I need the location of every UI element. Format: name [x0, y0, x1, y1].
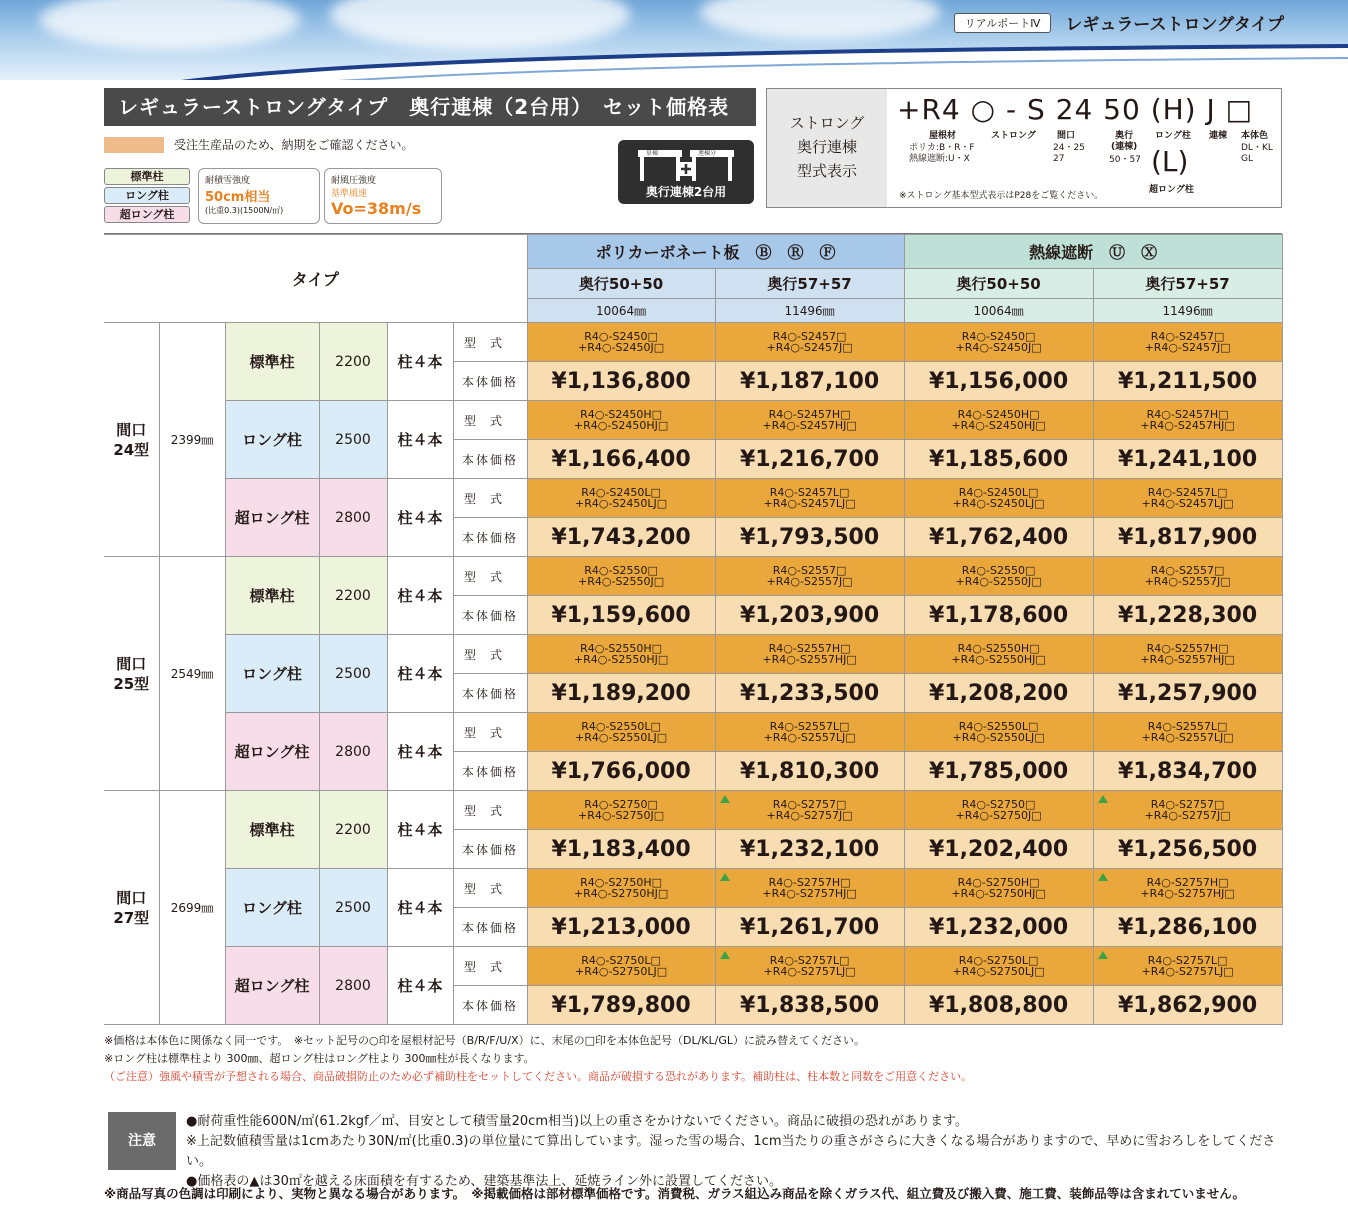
header-title-group	[954, 10, 1284, 35]
price-cell: ¥1,256,500	[1093, 830, 1282, 869]
order-note-text: 受注生産品のため、納期をご確認ください。	[174, 138, 414, 152]
model-code: +R4 ○ - S 24 50 (H) J □	[897, 93, 1254, 126]
note-line-warning: （ご注意）強風や積雪が予想される場合、商品破損防止のため必ず補助柱をセットしてください。商品が破損する恐れがあります。補助柱は、柱本数と同数をご用意ください。	[104, 1070, 973, 1083]
model-code-text: R4○-S2550L□ +R4○-S2550LJ□	[952, 720, 1045, 744]
model-code-text: R4○-S2550□ +R4○-S2550J□	[578, 564, 665, 588]
depth-col: 奥行57+57	[1093, 269, 1282, 299]
model-cell	[715, 323, 904, 362]
model-code-text: R4○-S2450□ +R4○-S2450J□	[578, 330, 665, 354]
model-label-cell: 型式	[453, 791, 527, 830]
model-cell	[527, 557, 715, 596]
model-code-text: R4○-S2550H□ +R4○-S2550HJ□	[573, 642, 669, 666]
model-code-text: R4○-S2750□ +R4○-S2750J□	[955, 798, 1042, 822]
post-count-cell: 柱４本	[387, 713, 453, 791]
model-cell	[1093, 635, 1282, 674]
price-cell: ¥1,762,400	[904, 518, 1093, 557]
triangle-marker-icon	[1098, 795, 1108, 803]
price-cell: ¥1,202,400	[904, 830, 1093, 869]
model-code-text: R4○-S2550L□ +R4○-S2550LJ□	[574, 720, 668, 744]
heat-header: 熱線遮断 Ⓤ Ⓧ	[904, 235, 1282, 269]
model-code-text: R4○-S2757L□ +R4○-S2757LJ□	[1141, 954, 1234, 978]
snow-value: 50cm相当	[205, 190, 271, 205]
model-cell	[715, 869, 904, 908]
model-cell	[1093, 479, 1282, 518]
table-title: レギュラーストロングタイプ 奥行連棟（2台用） セット価格表	[104, 88, 756, 126]
price-label-cell: 本体価格	[453, 674, 527, 713]
post-height-cell: 2800	[319, 713, 387, 791]
model-cell	[715, 479, 904, 518]
model-label-cell: 型式	[453, 947, 527, 986]
model-code-text: R4○-S2450L□ +R4○-S2450LJ□	[952, 486, 1045, 510]
post-count-cell: 柱４本	[387, 401, 453, 479]
post-type-cell: 標準柱	[225, 323, 319, 401]
model-cell	[1093, 713, 1282, 752]
set-badge	[618, 140, 754, 204]
price-cell: ¥1,789,800	[527, 986, 715, 1025]
caution-box	[108, 1112, 1282, 1189]
model-cell	[904, 635, 1093, 674]
price-cell: ¥1,178,600	[904, 596, 1093, 635]
depth-col: 奥行57+57	[715, 269, 904, 299]
post-height-cell: 2500	[319, 869, 387, 947]
model-code-text: R4○-S2450□ +R4○-S2450J□	[955, 330, 1042, 354]
triangle-marker-icon	[720, 951, 730, 959]
post-count-cell: 柱４本	[387, 791, 453, 869]
price-cell: ¥1,211,500	[1093, 362, 1282, 401]
price-cell: ¥1,808,800	[904, 986, 1093, 1025]
post-count-cell: 柱４本	[387, 869, 453, 947]
model-label-cell: 型式	[453, 713, 527, 752]
set-badge-left: 単棟	[646, 150, 659, 157]
model-code-text: R4○-S2757H□ +R4○-S2757HJ□	[1140, 876, 1235, 900]
price-cell: ¥1,213,000	[527, 908, 715, 947]
heading-line: 奥行連棟	[796, 138, 857, 156]
post-type-cell: ロング柱	[225, 869, 319, 947]
model-code-text: R4○-S2557H□ +R4○-S2557HJ□	[762, 642, 857, 666]
snow-sub: (比重0.3)(1500N/㎡)	[205, 206, 284, 215]
model-cell	[715, 401, 904, 440]
post-type-cell: 標準柱	[225, 557, 319, 635]
price-cell: ¥1,810,300	[715, 752, 904, 791]
model-code-text: R4○-S2750□ +R4○-S2750J□	[578, 798, 665, 822]
set-badge-label: 奥行連棟2台用	[645, 185, 727, 199]
model-cell	[904, 791, 1093, 830]
triangle-marker-icon	[720, 873, 730, 881]
price-cell: ¥1,183,400	[527, 830, 715, 869]
model-code-text: R4○-S2757L□ +R4○-S2757LJ□	[763, 954, 856, 978]
heading-line: ストロング	[789, 114, 865, 132]
model-cell	[715, 557, 904, 596]
price-table-body	[104, 323, 1282, 1025]
post-type-cell: 超ロング柱	[225, 713, 319, 791]
caution-line: ●耐荷重性能600N/㎡(61.2kgf／㎡、目安として積雪量20cm相当)以上の重さをかけないでください。商品に破損の恐れがあります。	[186, 1114, 969, 1129]
model-cell	[715, 947, 904, 986]
model-cell	[1093, 323, 1282, 362]
page-title: レギュラーストロングタイプ	[1065, 15, 1284, 35]
model-cell	[527, 635, 715, 674]
post-count-cell: 柱４本	[387, 323, 453, 401]
triangle-marker-icon	[1098, 873, 1108, 881]
model-code-text: R4○-S2750L□ +R4○-S2750LJ□	[952, 954, 1045, 978]
post-type-cell: 超ロング柱	[225, 479, 319, 557]
model-cell	[904, 479, 1093, 518]
depth-mm: 10064㎜	[527, 299, 715, 323]
price-cell: ¥1,834,700	[1093, 752, 1282, 791]
color-sub: DL・KL GL	[1241, 143, 1273, 164]
model-cell	[1093, 791, 1282, 830]
model-code-text: R4○-S2450H□ +R4○-S2450HJ□	[573, 408, 669, 432]
model-cell	[904, 323, 1093, 362]
price-cell: ¥1,203,900	[715, 596, 904, 635]
price-cell: ¥1,766,000	[527, 752, 715, 791]
width-cell: 2549㎜	[159, 557, 225, 791]
price-cell: ¥1,156,000	[904, 362, 1093, 401]
model-note: ※ストロング基本型式表示はP28をご覧ください。	[899, 191, 1104, 201]
set-badge-right: 連棟分	[698, 150, 717, 157]
legend-std: 標準柱	[104, 168, 190, 185]
footer-note: ※商品写真の色調は印刷により、実物と異なる場合があります。 ※掲載価格は部材標準価格です。消費税、ガラス組込み商品を除くガラス代、組立費及び搬入費、施工費、装飾品等は含まれていません。	[104, 1186, 1246, 1201]
model-code-text: R4○-S2757□ +R4○-S2757J□	[766, 798, 853, 822]
width-cell: 2399㎜	[159, 323, 225, 557]
model-cell	[527, 713, 715, 752]
caution-badge: 注意	[108, 1112, 176, 1170]
model-cell	[1093, 869, 1282, 908]
model-label-cell: 型式	[453, 479, 527, 518]
post-height-cell: 2200	[319, 323, 387, 401]
model-code-text: R4○-S2457H□ +R4○-S2457HJ□	[1140, 408, 1235, 432]
model-code-text: R4○-S2757□ +R4○-S2757J□	[1144, 798, 1231, 822]
type-header: タイプ	[104, 235, 527, 323]
model-code-text: R4○-S2450L□ +R4○-S2450LJ□	[574, 486, 668, 510]
xl-label: 超ロング柱	[1149, 185, 1194, 195]
depth-mm: 11496㎜	[715, 299, 904, 323]
model-code-text: R4○-S2557H□ +R4○-S2557HJ□	[1140, 642, 1235, 666]
post-count-cell: 柱４本	[387, 557, 453, 635]
snow-strength-badge	[198, 168, 320, 224]
post-type-cell: 標準柱	[225, 791, 319, 869]
price-cell: ¥1,261,700	[715, 908, 904, 947]
model-code-text: R4○-S2457□ +R4○-S2457J□	[1144, 330, 1231, 354]
model-cell	[527, 323, 715, 362]
model-cell	[1093, 557, 1282, 596]
span-sub: 24・25 27	[1053, 143, 1085, 164]
post-type-cell: 超ロング柱	[225, 947, 319, 1025]
price-table	[104, 234, 1283, 1025]
model-code-text: R4○-S2457□ +R4○-S2457J□	[766, 330, 853, 354]
xl-code: (L)	[1151, 145, 1189, 178]
color-label: 本体色	[1241, 131, 1269, 141]
model-cell	[527, 791, 715, 830]
price-cell: ¥1,232,100	[715, 830, 904, 869]
series-tag: リアルポートⅣ	[954, 13, 1052, 33]
post-height-cell: 2200	[319, 791, 387, 869]
model-label-cell: 型式	[453, 401, 527, 440]
price-cell: ¥1,817,900	[1093, 518, 1282, 557]
model-code-text: R4○-S2450H□ +R4○-S2450HJ□	[951, 408, 1046, 432]
wind-strength-badge	[324, 168, 442, 224]
price-cell: ¥1,793,500	[715, 518, 904, 557]
post-count-cell: 柱４本	[387, 635, 453, 713]
wind-label: 耐風圧強度	[331, 176, 377, 186]
order-swatch	[104, 137, 164, 153]
model-label-cell: 型式	[453, 869, 527, 908]
model-cell	[527, 401, 715, 440]
price-cell: ¥1,187,100	[715, 362, 904, 401]
post-type-cell: ロング柱	[225, 635, 319, 713]
post-height-cell: 2500	[319, 635, 387, 713]
model-cell	[527, 479, 715, 518]
model-label-cell: 型式	[453, 323, 527, 362]
model-cell	[1093, 401, 1282, 440]
price-cell: ¥1,286,100	[1093, 908, 1282, 947]
long-label: ロング柱	[1155, 131, 1191, 141]
header-swoosh	[0, 28, 1348, 80]
price-label-cell: 本体価格	[453, 596, 527, 635]
roof-sub2: 熱線遮断:U・X	[909, 154, 970, 164]
model-cell	[715, 635, 904, 674]
price-cell: ¥1,136,800	[527, 362, 715, 401]
wind-value: Vo=38m/s	[331, 199, 422, 218]
triangle-marker-icon	[1098, 951, 1108, 959]
model-code-text: R4○-S2550□ +R4○-S2550J□	[955, 564, 1042, 588]
price-label-cell: 本体価格	[453, 362, 527, 401]
price-cell: ¥1,862,900	[1093, 986, 1282, 1025]
model-code-text: R4○-S2750H□ +R4○-S2750HJ□	[573, 876, 669, 900]
caution-line: ●価格表の▲は30㎡を越える床面積を有するため、建築基準法上、延焼ライン外に設置してください。	[186, 1174, 782, 1189]
model-code-text: R4○-S2750L□ +R4○-S2750LJ□	[574, 954, 668, 978]
notes	[104, 1032, 972, 1086]
price-cell: ¥1,232,000	[904, 908, 1093, 947]
depth-col: 奥行50+50	[527, 269, 715, 299]
model-label-cell: 型式	[453, 635, 527, 674]
depth-sub: 50・57	[1109, 155, 1141, 165]
price-cell: ¥1,189,200	[527, 674, 715, 713]
width-cell: 2699㎜	[159, 791, 225, 1025]
price-cell: ¥1,159,600	[527, 596, 715, 635]
model-cell	[904, 401, 1093, 440]
span-cell: 間口 25型	[104, 557, 159, 791]
model-code-text: R4○-S2457L□ +R4○-S2457LJ□	[763, 486, 856, 510]
price-label-cell: 本体価格	[453, 752, 527, 791]
price-cell: ¥1,166,400	[527, 440, 715, 479]
note-line: ※ロング柱は標準柱より 300㎜、超ロング柱はロング柱より 300㎜柱が長くなります。	[104, 1052, 535, 1065]
depth-label: 奥行 (連棟)	[1111, 131, 1138, 152]
roof-sub1: ポリカ:B・R・F	[909, 143, 975, 153]
post-legend	[104, 168, 190, 225]
poly-header: ポリカーボネート板 Ⓑ Ⓡ Ⓕ	[527, 235, 904, 269]
depth-mm: 10064㎜	[904, 299, 1093, 323]
model-cell	[904, 713, 1093, 752]
caution-lines	[186, 1112, 1282, 1192]
model-code-box	[766, 88, 1282, 208]
depth-col: 奥行50+50	[904, 269, 1093, 299]
note-line: ※価格は本体色に関係なく同一です。 ※セット記号の○印を屋根材記号（B/R/F/U/X）に、末尾の□印を本体色記号（DL/KL/GL）に読み替えてください。	[104, 1034, 865, 1047]
price-label-cell: 本体価格	[453, 830, 527, 869]
model-code-text: R4○-S2557L□ +R4○-S2557LJ□	[1141, 720, 1234, 744]
post-height-cell: 2200	[319, 557, 387, 635]
model-code-text: R4○-S2457L□ +R4○-S2457LJ□	[1141, 486, 1234, 510]
heading-line: 型式表示	[796, 162, 857, 180]
strong-label: ストロング	[991, 131, 1036, 141]
legend-long: ロング柱	[104, 187, 190, 204]
post-count-cell: 柱４本	[387, 479, 453, 557]
price-cell: ¥1,216,700	[715, 440, 904, 479]
post-type-cell: ロング柱	[225, 401, 319, 479]
price-label-cell: 本体価格	[453, 518, 527, 557]
post-height-cell: 2800	[319, 947, 387, 1025]
model-code-text: R4○-S2557□ +R4○-S2557J□	[1144, 564, 1231, 588]
model-cell	[1093, 947, 1282, 986]
model-cell	[715, 791, 904, 830]
model-cell	[715, 713, 904, 752]
price-cell: ¥1,185,600	[904, 440, 1093, 479]
model-code-text: R4○-S2557□ +R4○-S2557J□	[766, 564, 853, 588]
price-cell: ¥1,257,900	[1093, 674, 1282, 713]
roof-label: 屋根材	[929, 131, 957, 141]
legend-xl: 超ロング柱	[104, 206, 190, 223]
triangle-marker-icon	[720, 795, 730, 803]
price-label-cell: 本体価格	[453, 908, 527, 947]
model-code-text: R4○-S2557L□ +R4○-S2557LJ□	[763, 720, 856, 744]
price-cell: ¥1,838,500	[715, 986, 904, 1025]
model-cell	[904, 947, 1093, 986]
model-code-text: R4○-S2457H□ +R4○-S2457HJ□	[762, 408, 857, 432]
price-cell: ¥1,743,200	[527, 518, 715, 557]
renmune-label: 連棟	[1209, 131, 1228, 141]
price-cell: ¥1,228,300	[1093, 596, 1282, 635]
model-code-heading	[767, 89, 887, 207]
snow-label: 耐積雪強度	[205, 176, 251, 186]
wind-sub: 基準風速	[331, 189, 368, 199]
depth-mm: 11496㎜	[1093, 299, 1282, 323]
span-cell: 間口 27型	[104, 791, 159, 1025]
price-cell: ¥1,241,100	[1093, 440, 1282, 479]
post-height-cell: 2800	[319, 479, 387, 557]
model-code-text: R4○-S2750H□ +R4○-S2750HJ□	[951, 876, 1046, 900]
price-label-cell: 本体価格	[453, 440, 527, 479]
model-cell	[904, 869, 1093, 908]
span-cell: 間口 24型	[104, 323, 159, 557]
price-cell: ¥1,208,200	[904, 674, 1093, 713]
price-label-cell: 本体価格	[453, 986, 527, 1025]
model-cell	[527, 869, 715, 908]
model-code-text: R4○-S2550H□ +R4○-S2550HJ□	[951, 642, 1046, 666]
price-cell: ¥1,785,000	[904, 752, 1093, 791]
price-cell: ¥1,233,500	[715, 674, 904, 713]
model-code-text: R4○-S2757H□ +R4○-S2757HJ□	[762, 876, 857, 900]
span-label: 間口	[1057, 131, 1076, 141]
post-height-cell: 2500	[319, 401, 387, 479]
caution-line: ※上記数値積雪量は1cmあたり30N/㎡(比重0.3)の単位量にて算出しています。湿った雪の場合、1cm当たりの重さがさらに大きくなる場合がありますので、早めに雪おろしをしてください。	[186, 1134, 1276, 1169]
post-count-cell: 柱４本	[387, 947, 453, 1025]
model-cell	[527, 947, 715, 986]
order-note	[104, 136, 414, 153]
model-cell	[904, 557, 1093, 596]
model-label-cell: 型式	[453, 557, 527, 596]
